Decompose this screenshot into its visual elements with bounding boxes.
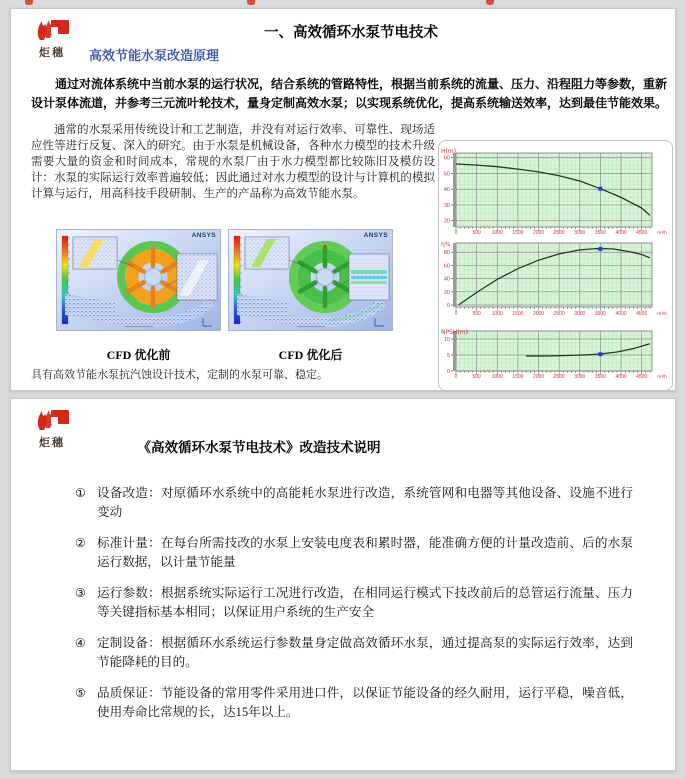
svg-text:30: 30 bbox=[443, 202, 450, 209]
svg-text:3000: 3000 bbox=[574, 311, 586, 317]
svg-text:3500: 3500 bbox=[594, 230, 606, 236]
list-item bbox=[75, 684, 633, 722]
cfd-after-figure bbox=[228, 229, 393, 331]
list-item-text: 设备改造：对原循环水系统中的高能耗水泵进行改造，系统管网和电器等其他设备、设施不进行变动 bbox=[97, 486, 633, 519]
list-item-text: 运行参数：根据系统实际运行工况进行改造，在相同运行模式下技改前后的总管运行流量、压力等关键指标基本相同；以保证用户系统的生产安全 bbox=[97, 586, 633, 619]
svg-text:500: 500 bbox=[472, 374, 481, 380]
footer-note: 具有高效节能水泵抗汽蚀设计技术，定制的水泵可靠、稳定。 bbox=[31, 369, 328, 381]
list-item-text: 定制设备：根据循环水系统运行参数量身定做高效循环水泵，通过提高泵的实际运行效率，达到节能降耗的目的。 bbox=[97, 636, 633, 669]
svg-text:2000: 2000 bbox=[532, 374, 545, 380]
svg-text:3000: 3000 bbox=[574, 374, 586, 380]
svg-text:4500: 4500 bbox=[636, 374, 648, 380]
list-item bbox=[75, 584, 633, 622]
svg-text:0: 0 bbox=[446, 369, 450, 375]
svg-text:500: 500 bbox=[472, 311, 481, 317]
svg-text:1500: 1500 bbox=[512, 230, 524, 236]
svg-text:60: 60 bbox=[443, 155, 450, 162]
svg-text:4000: 4000 bbox=[615, 374, 627, 380]
svg-text:20: 20 bbox=[443, 289, 450, 296]
svg-text:40: 40 bbox=[443, 276, 450, 283]
cfd-before-figure bbox=[56, 229, 221, 331]
svg-text:500: 500 bbox=[472, 230, 481, 236]
cfd-after-caption: CFD 优化后 bbox=[278, 348, 343, 362]
svg-text:m³/h: m³/h bbox=[657, 375, 667, 380]
svg-text:4000: 4000 bbox=[615, 230, 627, 236]
slide-page-1 bbox=[10, 8, 676, 391]
cfd-before-image bbox=[57, 230, 220, 330]
svg-text:H(m): H(m) bbox=[441, 148, 457, 155]
list-item-text: 标准计量：在每台所需技改的水泵上安装电度表和累时器，能准确方便的计量改造前、后的水泵运行数据，以计量节能量 bbox=[97, 536, 633, 569]
page-edge-artifact bbox=[247, 0, 255, 5]
list-item-text: 品质保证：节能设备的常用零件采用进口件，以保证节能设备的经久耐用，运行平稳，噪音低，使用寿命比常规的长，达15年以上。 bbox=[97, 686, 633, 719]
svg-text:2500: 2500 bbox=[553, 230, 565, 236]
list-item-number: ① bbox=[75, 486, 86, 500]
svg-text:1000: 1000 bbox=[491, 374, 503, 380]
svg-text:2000: 2000 bbox=[532, 230, 545, 236]
svg-text:2500: 2500 bbox=[553, 311, 565, 317]
svg-text:m³/h: m³/h bbox=[657, 312, 667, 317]
svg-text:η%: η% bbox=[441, 241, 451, 248]
svg-text:3500: 3500 bbox=[594, 311, 606, 317]
svg-text:60: 60 bbox=[443, 263, 450, 270]
svg-text:2000: 2000 bbox=[532, 311, 545, 317]
svg-text:80: 80 bbox=[443, 250, 450, 257]
efficiency-flow-chart bbox=[439, 239, 672, 326]
svg-text:0: 0 bbox=[454, 311, 458, 317]
ansys-watermark: ANSYS bbox=[363, 232, 388, 239]
svg-text:5: 5 bbox=[446, 353, 450, 359]
torch-flame-icon bbox=[33, 406, 71, 434]
page-title: 一、高效循环水泵节电技术 bbox=[264, 25, 438, 41]
company-logo bbox=[29, 16, 75, 60]
svg-text:3500: 3500 bbox=[594, 374, 606, 380]
section-subtitle: 高效节能水泵改造原理 bbox=[89, 48, 220, 63]
technical-notes-list bbox=[75, 484, 633, 734]
svg-text:0: 0 bbox=[454, 230, 458, 236]
page-edge-artifact bbox=[486, 0, 494, 5]
company-name: 炬穗 bbox=[39, 47, 65, 59]
svg-text:40: 40 bbox=[443, 187, 450, 194]
page-title: 《高效循环水泵节电技术》改造技术说明 bbox=[137, 440, 381, 455]
npsh-flow-chart bbox=[439, 327, 672, 390]
ansys-watermark: ANSYS bbox=[191, 232, 216, 239]
cfd-before-caption: CFD 优化前 bbox=[106, 348, 171, 362]
svg-text:10: 10 bbox=[443, 337, 450, 343]
svg-text:1500: 1500 bbox=[512, 311, 524, 317]
list-item-number: ② bbox=[75, 536, 86, 550]
svg-text:0: 0 bbox=[446, 303, 450, 310]
intro-paragraph: 通过对流体系统中当前水泵的运行状况，结合系统的管路特性，根据当前系统的流量、压力、沿程阻力等参数，重新设计泵体流道，并参考三元流叶轮技术，量身定制高效水泵；以实现系统优化，提高系统输送效率，达到最佳节能效果。 bbox=[31, 77, 668, 110]
list-item-number: ④ bbox=[75, 636, 86, 650]
svg-text:4500: 4500 bbox=[636, 311, 648, 317]
list-item bbox=[75, 534, 633, 572]
svg-text:50: 50 bbox=[443, 171, 450, 178]
svg-text:20: 20 bbox=[443, 218, 450, 225]
torch-flame-icon bbox=[33, 16, 71, 44]
svg-text:m³/h: m³/h bbox=[657, 231, 667, 236]
svg-text:0: 0 bbox=[454, 374, 458, 380]
list-item bbox=[75, 634, 633, 672]
svg-text:4000: 4000 bbox=[615, 311, 627, 317]
head-flow-chart bbox=[439, 145, 672, 242]
company-name: 炬穗 bbox=[39, 437, 65, 449]
list-item bbox=[75, 484, 633, 522]
svg-text:1000: 1000 bbox=[491, 311, 503, 317]
list-item-number: ⑤ bbox=[75, 686, 86, 700]
svg-text:3000: 3000 bbox=[574, 230, 586, 236]
slide-page-2 bbox=[10, 398, 676, 771]
body-paragraph: 通常的水泵采用传统设计和工艺制造，并没有对运行效率、可靠性、现场适应性等进行反复、深入的研究。由于水泵是机械设备，各种水力模型的技术升级需要大量的资金和时间成本，常规的水泵厂由于水力模型都比较陈旧及模仿设计：水泵的实际运行效率普遍较低；因此通过对水力模型的设计与计算机的模拟计算与运行，用高科技手段研制、生产的产品称为高效节能水泵。 bbox=[31, 124, 435, 200]
svg-text:2500: 2500 bbox=[553, 374, 565, 380]
svg-text:1000: 1000 bbox=[491, 230, 503, 236]
cfd-after-image bbox=[229, 230, 392, 330]
svg-text:4500: 4500 bbox=[636, 230, 648, 236]
svg-text:1500: 1500 bbox=[512, 374, 524, 380]
svg-text:NPSH(m): NPSH(m) bbox=[441, 329, 468, 336]
pump-curves-panel bbox=[438, 140, 673, 391]
page-edge-artifact bbox=[25, 0, 33, 5]
list-item-number: ③ bbox=[75, 586, 86, 600]
